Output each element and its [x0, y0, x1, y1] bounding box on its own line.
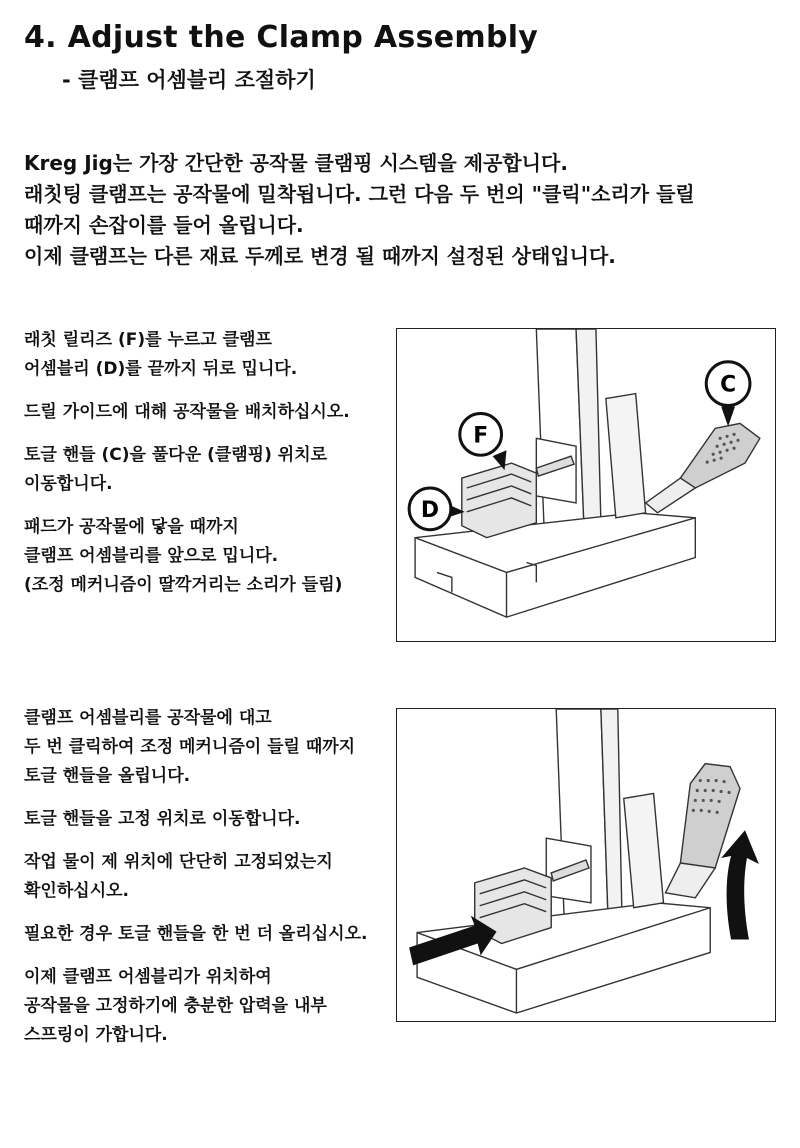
clamp-illustration-2	[397, 709, 775, 1021]
page-title: 4. Adjust the Clamp Assembly	[24, 20, 539, 55]
svg-text:F: F	[473, 423, 489, 449]
callout-c	[706, 362, 750, 406]
step-text: 토글 핸들 (C)을 풀다운 (클램핑) 위치로 이동합니다.	[24, 445, 328, 494]
step-text: 패드가 공작물에 닿을 때까지 클램프 어셈블리를 앞으로 밉니다. (조정 메커니즘이 딸깍거리는 소리가 들림)	[24, 517, 343, 595]
clamp-figure-1	[396, 328, 776, 642]
step-text: 래칫 릴리즈 (F)를 누르고 클램프 어셈블리 (D)를 끝까지 뒤로 밉니다.	[24, 330, 298, 379]
clamp-figure-2	[396, 708, 776, 1022]
intro-line: 래칫팅 클램프는 공작물에 밀착됩니다. 그런 다음 두 번의 "클릭"소리가 들릴	[24, 182, 695, 206]
step-text: 토글 핸들을 고정 위치로 이동합니다.	[24, 809, 301, 829]
step-text: 클램프 어셈블리를 공작물에 대고 두 번 클릭하여 조정 메커니즘이 들릴 때까지 토글 핸들을 올립니다.	[24, 708, 356, 786]
step-text: 필요한 경우 토글 핸들을 한 번 더 올리십시오.	[24, 924, 368, 944]
step-text: 작업 물이 제 위치에 단단히 고정되었는지 확인하십시오.	[24, 852, 333, 901]
intro-line: 때까지 손잡이를 들어 올립니다.	[24, 213, 304, 237]
intro-paragraph	[24, 148, 784, 272]
svg-text:D: D	[420, 497, 440, 523]
section2-steps	[24, 704, 400, 1064]
svg-text:C: C	[720, 372, 737, 398]
step-text: 드릴 가이드에 대해 공작물을 배치하십시오.	[24, 402, 350, 422]
step-text: 이제 클램프 어셈블리가 위치하여 공작물을 고정하기에 충분한 압력을 내부 스프링이 가합니다.	[24, 967, 327, 1045]
lift-arrow-icon	[721, 830, 759, 939]
clamp-illustration-1	[397, 329, 775, 641]
intro-line: Kreg Jig는 가장 간단한 공작물 클램핑 시스템을 제공합니다.	[24, 151, 568, 175]
callout-f	[460, 413, 502, 455]
page-subtitle: - 클램프 어셈블리 조절하기	[62, 68, 316, 92]
callout-d	[409, 488, 451, 530]
section1-steps	[24, 326, 396, 614]
intro-line: 이제 클램프는 다른 재료 두께로 변경 될 때까지 설정된 상태입니다.	[24, 244, 616, 268]
